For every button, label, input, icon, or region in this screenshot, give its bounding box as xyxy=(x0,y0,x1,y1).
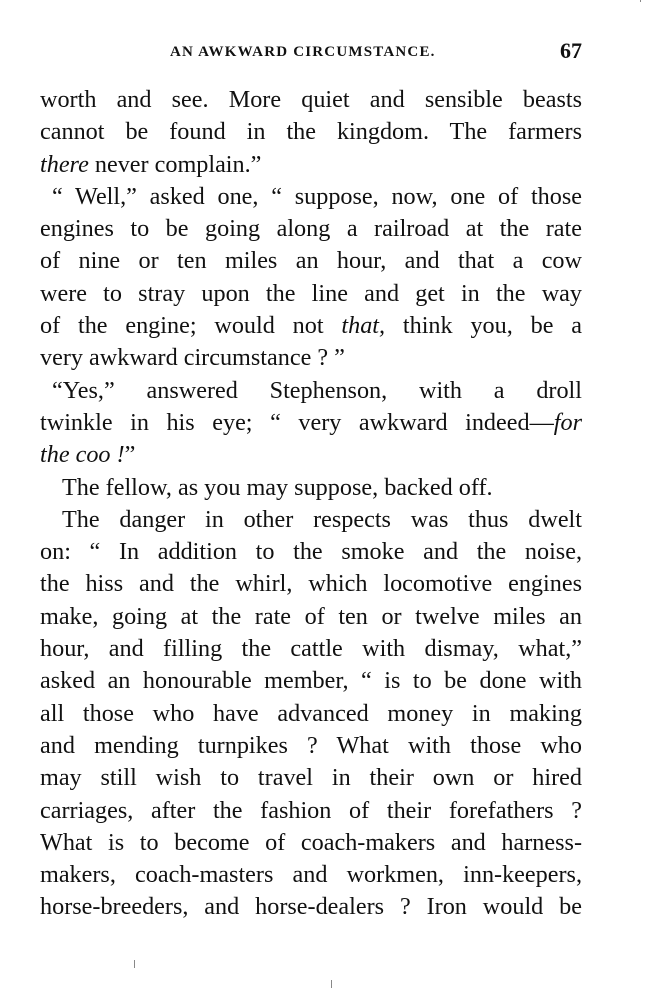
text-line: asked an honourable member, “ is to be done with xyxy=(40,667,582,695)
text-line: very awkward circumstance ? ” xyxy=(40,344,345,372)
italic-word: that, xyxy=(341,312,386,340)
text-line: make, going at the rate of ten or twelve miles an xyxy=(40,602,582,630)
text-line: were to stray upon the line and get in the way xyxy=(40,279,582,307)
page-header xyxy=(40,38,582,68)
text-fragment: twinkle in his eye; “ very awkward indeed— xyxy=(40,408,554,436)
text-line: “Yes,” answered Stephenson, with a droll xyxy=(52,376,582,404)
text-line: of nine or ten miles an hour, and that a cow xyxy=(40,247,582,275)
text-line xyxy=(40,310,582,342)
text-line: What is to become of coach-makers and harness- xyxy=(40,828,582,856)
text-line: worth and see. More quiet and sensible beasts xyxy=(40,86,582,113)
text-line: carriages, after the fashion of their forefathers ? xyxy=(40,796,582,824)
text-line xyxy=(40,407,582,439)
text-fragment: never complain.” xyxy=(88,150,262,178)
text-line: the hiss and the whirl, which locomotive engines xyxy=(40,570,582,598)
text-line: cannot be found in the kingdom. The farmers xyxy=(40,118,582,146)
text-line xyxy=(40,439,582,471)
text-fragment: think you, be a xyxy=(385,312,582,340)
scan-mark xyxy=(331,980,332,988)
text-line: all those who have advanced money in making xyxy=(40,699,582,727)
scan-mark xyxy=(134,960,135,968)
text-line: on: “ In addition to the smoke and the noise, xyxy=(40,538,582,566)
text-line: “ Well,” asked one, “ suppose, now, one of those xyxy=(52,182,582,210)
text-fragment: of the engine; would not xyxy=(40,312,342,340)
body-text xyxy=(40,84,582,924)
page-number: 67 xyxy=(560,38,582,63)
text-line: makers, coach-masters and workmen, inn-keepers, xyxy=(40,861,582,889)
text-fragment: ” xyxy=(124,441,136,469)
text-line: The fellow, as you may suppose, backed off. xyxy=(62,473,493,501)
text-line: horse-breeders, and horse-dealers ? Iron would be xyxy=(40,893,582,921)
text-line xyxy=(40,149,582,181)
scan-mark xyxy=(640,0,641,2)
text-line: engines to be going along a railroad at the rate xyxy=(40,215,582,243)
italic-word: for xyxy=(553,408,582,436)
running-head: AN AWKWARD CIRCUMSTANCE. xyxy=(170,44,436,60)
text-line: hour, and filling the cattle with dismay, what,” xyxy=(40,635,582,663)
italic-word: the coo ! xyxy=(40,441,125,469)
text-line: and mending turnpikes ? What with those who xyxy=(40,731,582,759)
text-line: The danger in other respects was thus dwelt xyxy=(62,505,582,533)
italic-word: there xyxy=(40,150,89,178)
text-line: may still wish to travel in their own or hired xyxy=(40,764,582,792)
